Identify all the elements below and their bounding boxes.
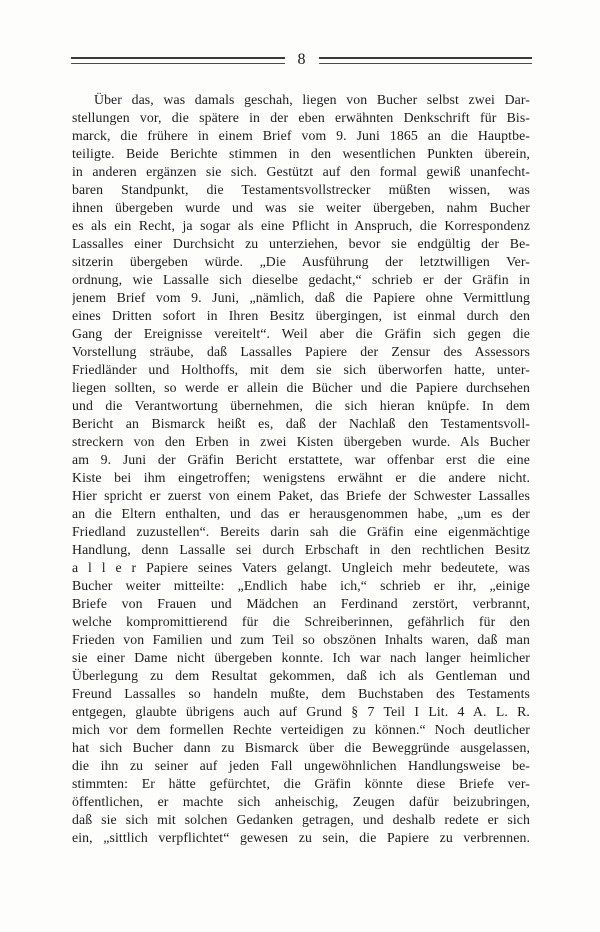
text-line: sie einer Dame nicht übergeben konnte. Ich war nach langer heimlicher: [72, 650, 530, 665]
text-line: entgegen, glaubte übrigens auch auf Grund § 7 Teil I Lit. 4 A. L. R.: [72, 704, 530, 719]
text-line: streckern von den Erben in zwei Kisten übergeben wurde. Als Bucher: [72, 434, 530, 449]
text-line: teiligte. Beide Berichte stimmen in den wesentlichen Punkten überein,: [72, 146, 530, 161]
text-line: jenem Brief vom 9. Juni, „nämlich, daß die Papiere ohne Vermittlung: [72, 290, 530, 305]
text-line: stellungen vor, die spätere in der eben erwähnten Denkschrift für Bis-: [72, 110, 530, 125]
text-line: Überlegung zu dem Resultat gekommen, daß ich als Gentleman und: [72, 668, 530, 683]
text-line: marck, die frühere in einem Brief vom 9. Juni 1865 an die Hauptbe-: [72, 128, 530, 143]
text-line: welche kompromittierend für die Schreiberinnen, gefährlich für den: [72, 614, 530, 629]
text-line: Lassalles einer Durchsicht zu unterziehen, bevor sie endgültig der Be-: [72, 236, 530, 251]
page-number: 8: [297, 51, 306, 68]
text-line: Briefe von Frauen und Mädchen an Ferdinand zerstört, verbrannt,: [72, 596, 530, 611]
text-line: a l l e r Papiere seines Vaters gelangt. Ungleich mehr bedeutete, was: [72, 560, 530, 575]
text-line: Kiste bei ihm eingetroffen; wenigstens erwähnt er die andere nicht.: [72, 470, 530, 485]
text-line: sitzerin übergeben würde. „Die Ausführung der letztwilligen Ver-: [72, 254, 530, 269]
text-line: Friedländer und Holthoffs, mit dem sie sich überworfen hatte, unter-: [72, 362, 530, 377]
text-line: Vorstellung sträube, daß Lassalles Papiere der Zensur des Assessors: [72, 344, 530, 359]
text-line: ein, „sittlich verpflichtet“ gewesen zu sein, die Papiere zu verbrennen.: [72, 830, 530, 845]
text-line: stimmten: Er hätte gefürchtet, die Gräfin könnte diese Briefe ver-: [72, 776, 530, 791]
text-line: Freund Lassalles so handeln mußte, dem Buchstaben des Testaments: [72, 686, 530, 701]
text-line: Bucher weiter mitteilte: „Endlich habe ich,“ schrieb er ihr, „einige: [72, 578, 530, 593]
text-line: Handlung, denn Lassalle sei durch Erbschaft in den rechtlichen Besitz: [72, 542, 530, 557]
text-line: Frieden von Familien und zum Teil so obszönen Inhalts waren, daß man: [72, 632, 530, 647]
text-line: ordnung, wie Lassalle sich dieselbe gedacht,“ schrieb er der Gräfin in: [72, 272, 530, 287]
text-line: ihnen übergeben wurde und was sie weiter übergeben, nahm Bucher: [72, 200, 530, 215]
text-line: baren Standpunkt, die Testamentsvollstrecker müßten wissen, was: [72, 182, 530, 197]
text-line: am 9. Juni der Gräfin Bericht erstattete, war offenbar erst die eine: [72, 452, 530, 467]
text-line: Hier spricht er zuerst von einem Paket, das Briefe der Schwester Lassalles: [72, 488, 530, 503]
text-line: hat sich Bucher dann zu Bismarck über die Beweggründe ausgelassen,: [72, 740, 530, 755]
header-rule-left: [71, 57, 285, 64]
text-line: und die Verantwortung übernehmen, die sich hieran knüpfe. In dem: [72, 398, 530, 413]
text-line: Bericht an Bismarck heißt es, daß der Nachlaß den Testamentsvoll-: [72, 416, 530, 431]
text-line: öffentlichen, er machte sich anheischig, Zeugen dafür beizubringen,: [72, 794, 530, 809]
text-line: es als ein Recht, ja sogar als eine Pflicht in Anspruch, die Korrespondenz: [72, 218, 530, 233]
text-line: an die Eltern enthalten, und das er herausgenommen habe, „um es der: [72, 506, 530, 521]
page-header: [71, 50, 532, 70]
header-rule-right: [319, 57, 533, 64]
text-line: Friedland zuzustellen“. Bereits darin sah die Gräfin eine eigenmächtige: [72, 524, 530, 539]
text-line: liegen sollten, so werde er allein die Bücher und die Papiere durchsehen: [72, 380, 530, 395]
text-line: daß sie sich mit solchen Gedanken getragen, und deshalb redete er sich: [72, 812, 530, 827]
text-line: in anderen ergänzen sie sich. Gestützt auf den formal gewiß unanfecht-: [72, 164, 530, 179]
text-line: die ihn zu seiner auf jeden Fall ungewöhnlichen Handlungsweise be-: [72, 758, 530, 773]
text-line: mich vor dem formellen Rechte verteidigen zu können.“ Noch deutlicher: [72, 722, 530, 737]
text-line: Gang der Ereignisse vereitelt“. Weil aber die Gräfin sich gegen die: [72, 326, 530, 341]
page-text: [72, 91, 530, 847]
text-line: Über das, was damals geschah, liegen von Bucher selbst zwei Dar-: [94, 92, 530, 107]
text-line: eines Dritten sofort in Ihren Besitz übergingen, ist einmal durch den: [72, 308, 530, 323]
